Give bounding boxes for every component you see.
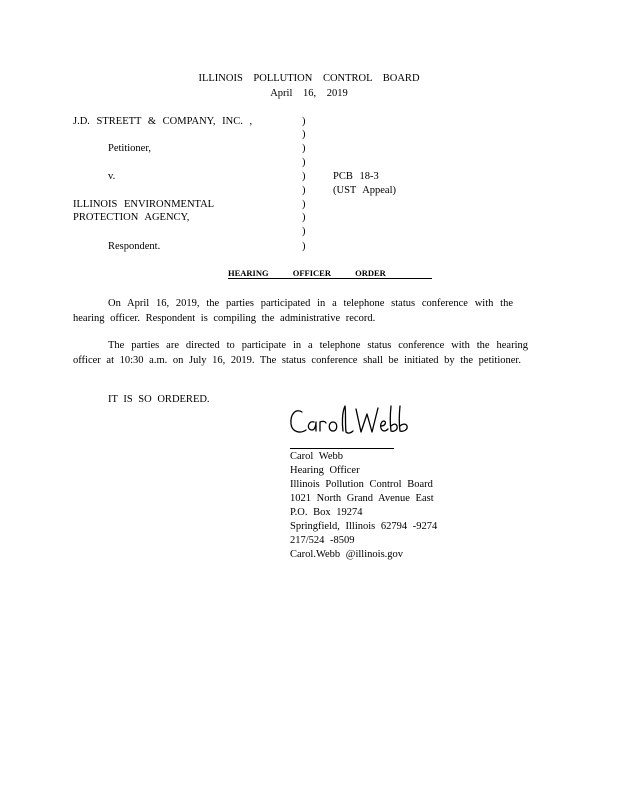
- caption-paren: ): [302, 212, 306, 223]
- caption-paren: ): [302, 116, 306, 127]
- caption-paren: ): [302, 185, 306, 196]
- body-paragraph-1: On April 16, 2019, the parties participated in a telephone status conference with the hearing officer. Respondent is compiling the administrative record.: [73, 298, 513, 324]
- handwritten-signature: [288, 400, 413, 442]
- order-date: April 16, 2019: [270, 88, 348, 99]
- phone-number: 217/524 -8509: [290, 535, 355, 546]
- signature-line: [290, 448, 394, 449]
- caption-paren: ): [302, 129, 306, 140]
- respondent-name-line2: PROTECTION AGENCY,: [73, 212, 190, 223]
- address-line-1: 1021 North Grand Avenue East: [290, 493, 434, 504]
- case-type: (UST Appeal): [333, 185, 397, 196]
- closing-statement: IT IS SO ORDERED.: [108, 394, 210, 405]
- caption-paren: ): [302, 241, 306, 252]
- board-name: ILLINOIS POLLUTION CONTROL BOARD: [198, 73, 420, 84]
- caption-paren: ): [302, 171, 306, 182]
- signer-title: Hearing Officer: [290, 465, 360, 476]
- caption-paren: ): [302, 199, 306, 210]
- caption-paren: ): [302, 143, 306, 154]
- case-number: PCB 18-3: [333, 171, 379, 182]
- caption-paren: ): [302, 226, 306, 237]
- body-paragraph-2: The parties are directed to participate in a telephone status conference with the hearing officer at 10:30 a.m. on July 16, 2019. The status conference shall be initiated by the petitioner.: [73, 340, 528, 366]
- petitioner-name: J.D. STREETT & COMPANY, INC. ,: [73, 116, 253, 127]
- signer-organization: Illinois Pollution Control Board: [290, 479, 433, 490]
- versus-label: v.: [108, 171, 116, 182]
- email-address: Carol.Webb @illinois.gov: [290, 549, 404, 560]
- signer-name: Carol Webb: [290, 451, 343, 462]
- order-title: HEARING OFFICER ORDER: [228, 268, 432, 279]
- address-line-2: P.O. Box 19274: [290, 507, 363, 518]
- caption-paren: ): [302, 157, 306, 168]
- petitioner-role: Petitioner,: [108, 143, 152, 154]
- city-state-zip: Springfield, Illinois 62794 -9274: [290, 521, 438, 532]
- respondent-name-line1: ILLINOIS ENVIRONMENTAL: [73, 199, 215, 210]
- respondent-role: Respondent.: [108, 241, 161, 252]
